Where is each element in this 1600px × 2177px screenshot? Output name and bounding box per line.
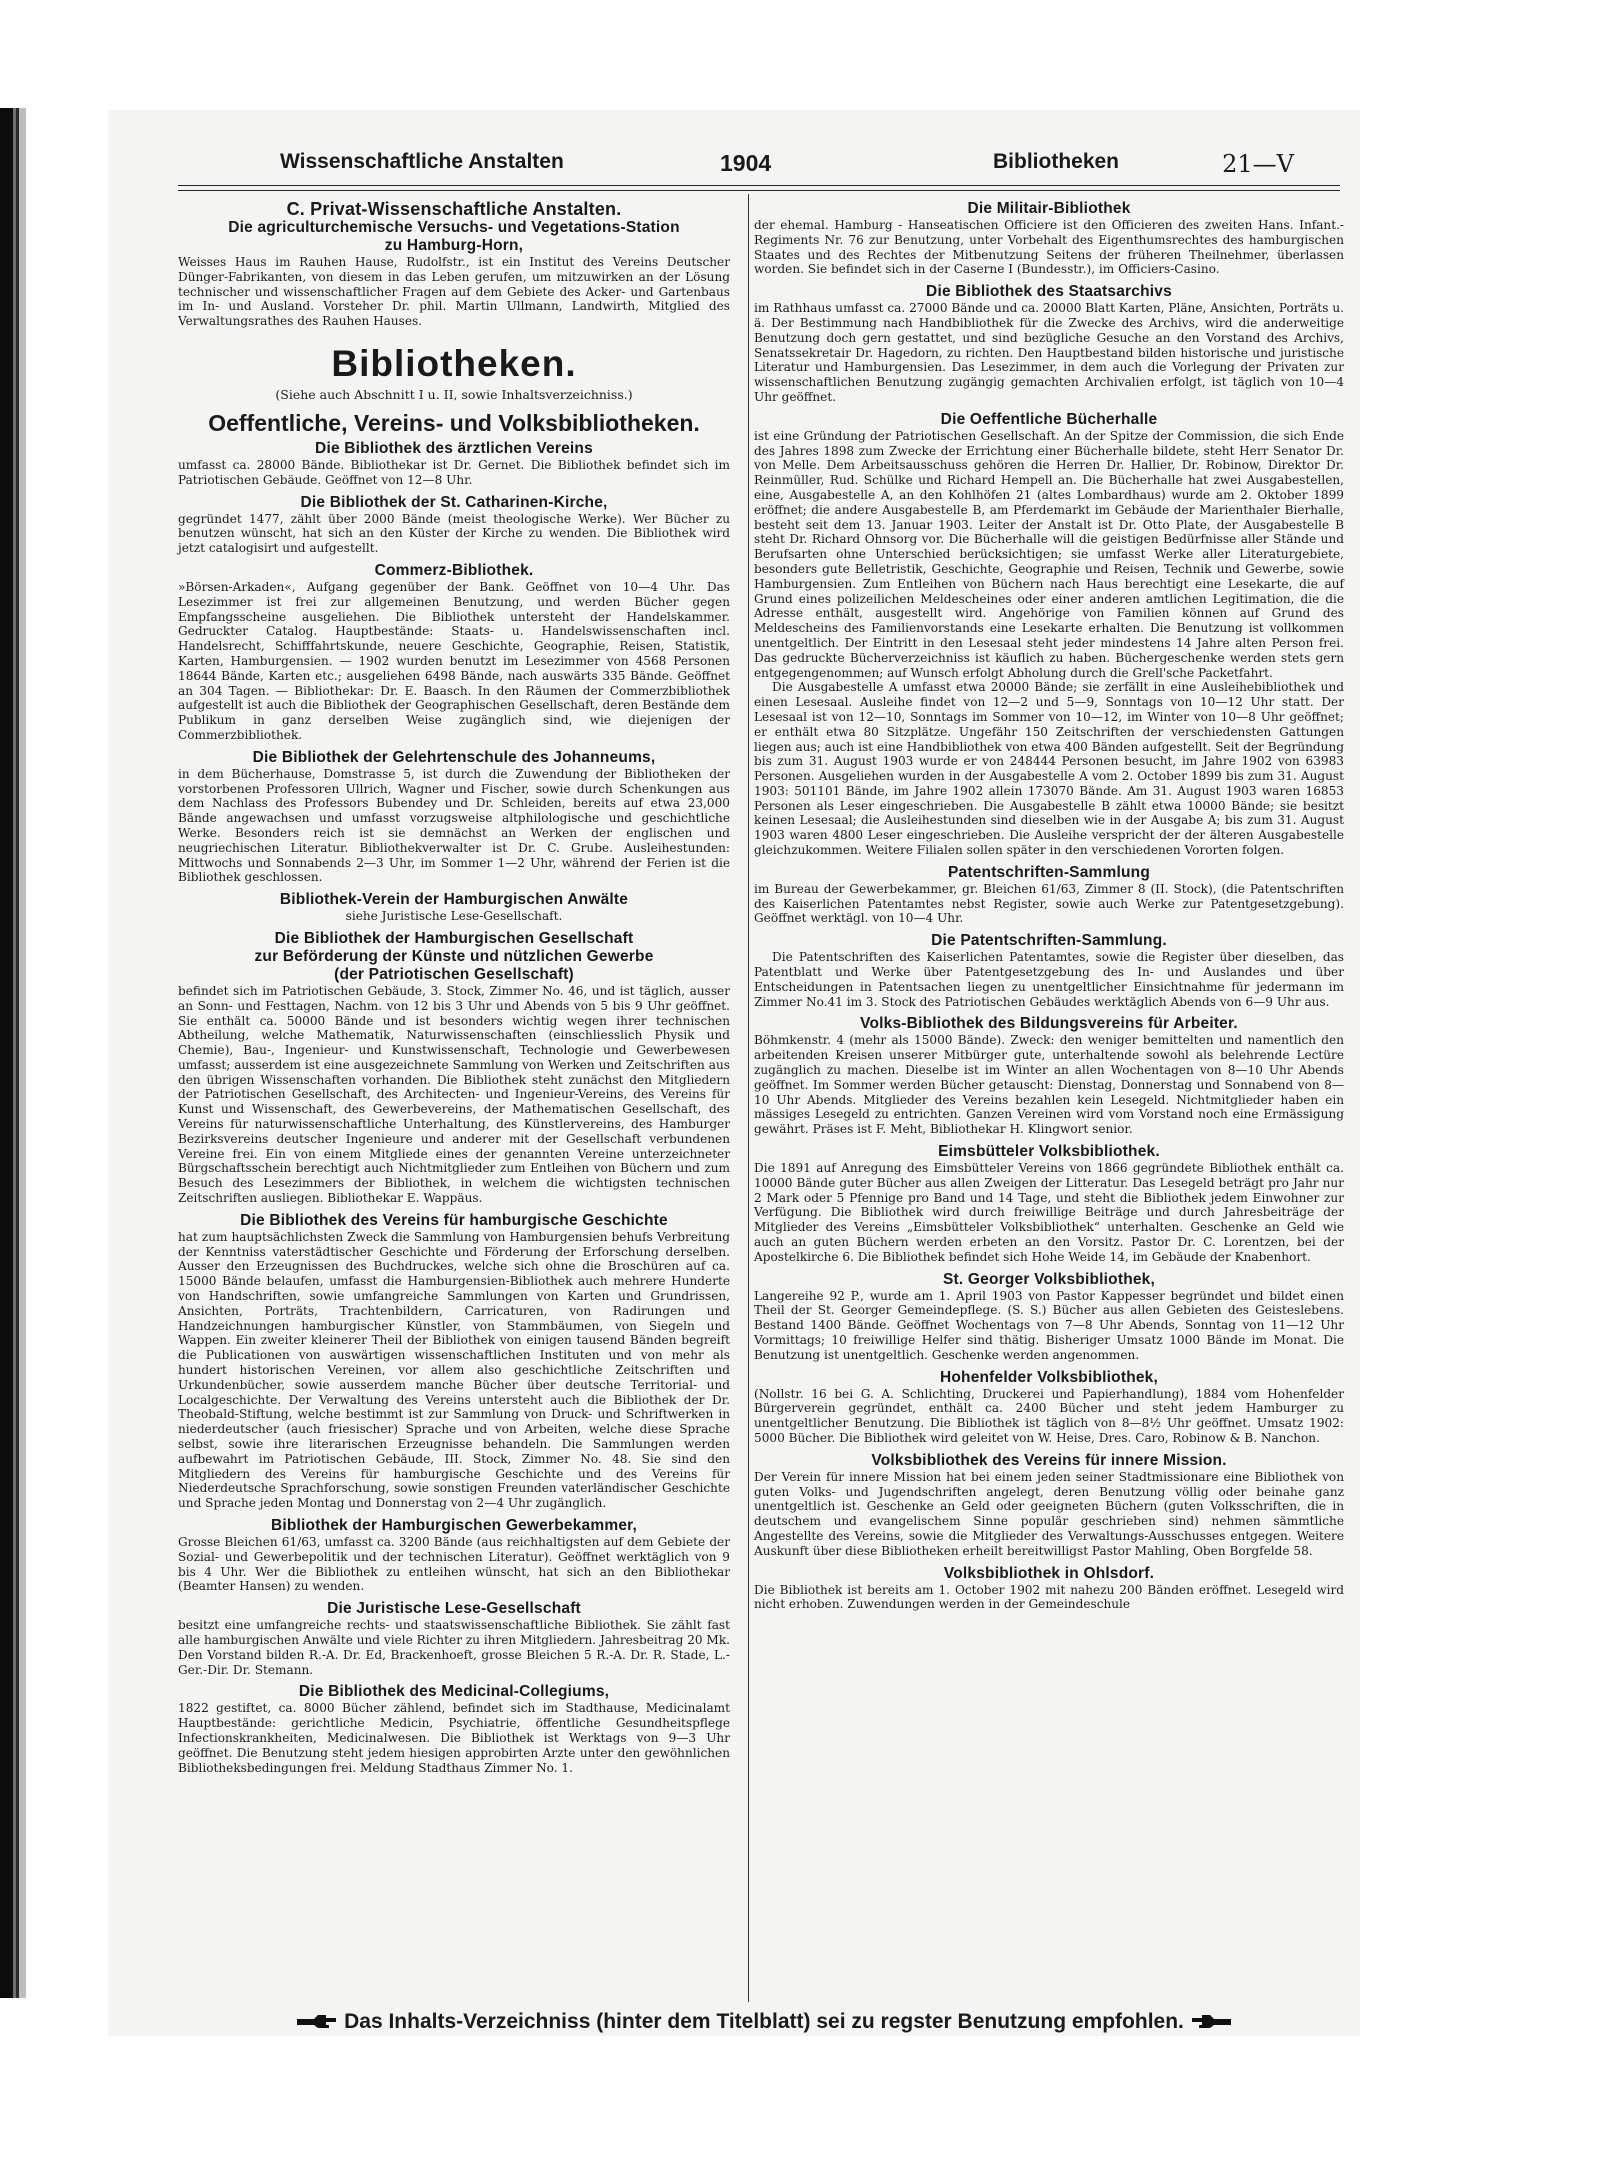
right-column [754, 200, 1344, 1612]
entry-heading: Die Bibliothek des Medicinal-Collegiums, [298, 1683, 610, 1701]
entry-text: Die Patentschriften des Kaiserlichen Patentamtes, sowie die Register über dieselben, das Patentblatt und Werke über Patentgesetzgebung des In- und Auslandes und über Entscheidungen in Patentsachen liegen zu unentgeltlicher Einsichtnahme für jedermann im Zimmer No.41 im 3. Stock des Patriotischen Gebäudes werktäglich Abends von 6—9 Uhr aus. [754, 950, 1344, 1009]
entry-heading: Die agriculturchemische Versuchs- und Vegetations-Station [228, 219, 680, 236]
entry-text: im Rathhaus umfasst ca. 27000 Bände und ca. 20000 Blatt Karten, Pläne, Ansichten, Porträts u. ä. Der Bestimmung nach Handbibliothek für die Zwecke des Archivs, wird die anderweitige Benutzung doch gern gestattet, und sind bezügliche Gesuche an den Vorstand des Archivs, Senatssekretair Dr. Hagedorn, zu richten. Den Hauptbestand bilden historische und juristische Literatur und Hamburgensien. Das Lesezimmer, in dem auch die Vorlegung der Privaten zur wissenschaftlichen Benutzung zugängig gemachten Archivalien erfolgt, ist täglich von 10—4 Uhr geöffnet. [754, 301, 1344, 404]
entry-text: umfasst ca. 28000 Bände. Bibliothekar ist Dr. Gernet. Die Bibliothek befindet sich im Patriotischen Gebäude. Geöffnet von 12—8 Uhr. [178, 457, 730, 487]
entry-text: 1822 gestiftet, ca. 8000 Bücher zählend, befindet sich im Stadthause, Medicinalamt Hauptbestände: gerichtliche Medicin, Psychiatrie, öffentliche Gesundheitspflege Infectionskrankheiten, Medicinalwesen. Die Bibliothek ist Werktags von 9—3 Uhr geöffnet. Die Benutzung steht jedem hiesigen approbirten Arzte unter den gewöhnlichen Bibliotheksbedingungen frei. Meldung Stadthaus Zimmer No. 1. [178, 1701, 730, 1775]
page [108, 110, 1360, 2036]
page-title: Bibliotheken. [331, 342, 577, 384]
entry-text: Grosse Bleichen 61/63, umfasst ca. 3200 Bände (aus reichhaltigsten auf dem Gebiete der Sozial- und Gewerbepolitik und der technischen Literatur). Geöffnet werktäglich von 9 bis 4 Uhr. Wer die Bibliothek zu entleihen wünscht, hat sich an den Bibliothekar (Beamter Hansen) zu wenden. [178, 1535, 730, 1594]
entry-heading: Volksbibliothek des Vereins für innere Mission. [871, 1451, 1227, 1469]
entry-heading: Die Bibliothek der St. Catharinen-Kirche, [300, 493, 608, 511]
entry-heading: Volksbibliothek in Ohlsdorf. [943, 1564, 1155, 1582]
header-rule [178, 190, 1340, 191]
entry-heading: Die Patentschriften-Sammlung. [931, 932, 1167, 950]
entry-heading: Patentschriften-Sammlung [947, 863, 1151, 881]
left-column [178, 200, 730, 1775]
entry-heading: (der Patriotischen Gesellschaft) [334, 965, 574, 983]
entry-heading: Die Bibliothek des Staatsarchivs [926, 283, 1172, 301]
entry-heading: Bibliothek der Hamburgischen Gewerbekammer, [270, 1517, 638, 1534]
entry-text: Böhmkenstr. 4 (mehr als 15000 Bände). Zweck: den weniger bemittelten und namentlich den arbeitenden Kreisen unserer Mitbürger gute, unterhaltende sowohl als belehrende Lectüre zugänglich zu machen. Dieselbe ist im Winter an allen Wochentagen von 8—10 Uhr Abends geöffnet. Im Sommer werden Bücher getauscht: Dienstag, Donnerstag und Sonnabend von 8—10 Uhr Abends. Mitglieder des Vereins bezahlen kein Lesegeld. Nichtmitglieder haben ein mässiges Lesegeld zu entrichten. Ganzen Vereinen wird vom Vorstand noch eine Ermässigung gewährt. Präses ist F. Meht, Bibliothekar H. Klingwort senior. [754, 1033, 1344, 1137]
entry-text: besitzt eine umfangreiche rechts- und staatswissenschaftliche Bibliothek. Sie zählt fast alle hamburgischen Anwälte und viele Richter zu ihren Mitgliedern. Jahresbeitrag 20 Mk. Den Vorstand bilden R.-A. Dr. Ed, Brackenhoeft, grosse Bleichen 5 R.-A. Dr. R. Stade, L.-Ger.-Dir. Dr. Stemann. [178, 1618, 730, 1677]
entry-heading: Die Bibliothek des ärztlichen Vereins [315, 439, 593, 457]
entry-heading: Die Oeffentliche Bücherhalle [940, 410, 1158, 428]
entry-text: siehe Juristische Lese-Gesellschaft. [345, 909, 563, 924]
entry-text: der ehemal. Hamburg - Hanseatischen Officiere ist den Officieren des zweiten Hans. Infant.-Regiments Nr. 76 zur Benutzung, unter Vorbehalt des Eigenthumsrechtes des hamburgischen Staates und des Rechtes der Mitbenutzung Seitens der früheren Theilnehmer, überlassen worden. Sie befindet sich in der Caserne I (Bundesstr.), im Officiers-Casino. [754, 218, 1344, 277]
entry-heading: Die Bibliothek der Gelehrtenschule des Johanneums, [252, 748, 656, 766]
entry-heading: Volks-Bibliothek des Bildungsvereins für Arbeiter. [860, 1015, 1238, 1033]
column-divider [748, 194, 749, 2002]
entry-text: befindet sich im Patriotischen Gebäude, 3. Stock, Zimmer No. 46, und ist täglich, ausser an Sonn- und Festtagen, Nachm. von 12 bis 3 Uhr und Abends von 5 bis 9 Uhr geöffnet. Sie enthält ca. 50000 Bände und ist besonders wichtig wegen ihrer technischen Abtheilung, welche Mathematik, Naturwissenschaften (einschliesslich Physik und Chemie), Bau-, Ingenieur- und Kunstwissenschaft, Technologie und Gewerbewesen umfasst; ausserdem ist eine ausgezeichnete Sammlung von Werken und Zeitschriften aus den übrigen Wissenschaften vorhanden. Die Bibliothek steht zunächst den Mitgliedern der Patriotischen Gesellschaft, des Architecten- und Ingenieur-Vereins, des Vereins für Kunst und Wissenschaft, des Gewerbevereins, der Mathematischen Gesellschaft, des Vereins für naturwissenschaftliche Unterhaltung, des Künstlervereins, des Hamburger Bezirksvereins deutscher Ingenieure und anderer mit der Gesellschaft verbundenen Vereine frei. Ein von einem Mitgliede eines der genannten Vereine unterzeichneter Bürgschaftsschein berechtigt auch Nichtmitglieder zum Entleihen von Büchern und zum Besuch des Lesezimmers der Bibliothek, in welchem die wichtigsten technischen Zeitschriften ausliegen. Bibliothekar E. Wappäus. [178, 983, 730, 1206]
entry-heading: Eimsbütteler Volksbibliothek. [938, 1143, 1160, 1161]
header-rule [178, 185, 1340, 186]
pointing-hand-left-icon [1190, 2013, 1232, 2031]
entry-text: hat zum hauptsächlichsten Zweck die Sammlung von Hamburgensien behufs Verbreitung der Kenntniss vaterstädtischer Geschichte und Förderung der Erforschung derselben. Ausser den Erzeugnissen des Buchdruckes, welche sich ohne die Broschüren auf ca. 15000 Bände belaufen, umfasst die Hamburgensien-Bibliothek auch mehrere Hunderte von Handschriften, sowie umfangreiche Sammlungen von Karten und Grundrissen, Ansichten, Porträts, Trachtenbildern, Carricaturen, von Radirungen und Handzeichnungen hamburgischer Künstler, von Stammbäumen, von Siegeln und Wappen. Ein zweiter kleinerer Theil der Bibliothek von einigen tausend Bänden begreift die Publicationen von auswärtigen wissenschaftlichen Instituten und von mehr als hundert historischen Vereinen, vor allem also geschichtliche Zeitschriften und Urkundenbücher, sowie ausserdem manche Bücher über deutsche Territorial- und Localgeschichte. Der Verwaltung des Vereins untersteht auch die Bibliothek der Dr. Theobald-Stiftung, welche bestimmt ist zur Sammlung von Druck- und Schriftwerken in niederdeutscher (auch friesischer) Sprache und von Arbeiten, welche diese Sprache selbst, sowie ihre literarischen Erzeugnisse behandeln. Die Sammlungen werden aufbewahrt im Patriotischen Gebäude, III. Stock, Zimmer No. 48. Sie sind den Mitgliedern des Vereins für hamburgische Geschichte und des Vereins für Niederdeutsche Sprachforschung, sowie sonstigen Freunden vaterländischer Geschichte und Sprache jeden Montag und Donnerstag von 2—4 Uhr zugänglich. [178, 1229, 730, 1511]
running-header [108, 150, 1360, 184]
entry-text: Langereihe 92 P., wurde am 1. April 1903 von Pastor Kappesser begründet und bildet einen Theil der St. Georger Gemeindepflege. (S. S.) Bücher aus allen Gebieten des Geisteslebens. Bestand 1400 Bände. Geöffnet Wochentags von 7—8 Uhr Abends, Sonntag von 11—12 Uhr Vormittags; 10 freiwillige Helfer sind thätig. Bisheriger Umsatz 1000 Bände im Monat. Die Benutzung ist unentgeltlich. Geschenke werden angenommen. [754, 1288, 1344, 1362]
entry-heading: Hohenfelder Volksbibliothek, [939, 1368, 1159, 1386]
header-topic: Bibliotheken [993, 150, 1120, 173]
entry-text: (Nollstr. 16 bei G. A. Schlichting, Druckerei und Papierhandlung), 1884 vom Hohenfelder Bürgerverein gegründet, enthält ca. 2400 Bücher und steht jedem Hamburger zu unentgeltlicher Benutzung. Die Bibliothek ist täglich von 8—8½ Uhr geöffnet. Umsatz 1902: 5000 Bücher. Die Bibliothek wird geleitet von W. Heise, Dres. Caro, Robinow & B. Nanchon. [754, 1386, 1344, 1445]
entry-heading: Bibliothek-Verein der Hamburgischen Anwälte [279, 891, 629, 909]
entry-text: ist eine Gründung der Patriotischen Gesellschaft. An der Spitze der Commission, die sich Ende des Jahres 1898 zum Zwecke der Errichtung einer Bücherhalle bildete, steht Herr Senator Dr. von Melle. Dem Arbeitsausschuss gehören die Herren Dr. Hallier, Dr. Robinow, Direktor Dr. Reinmüller, Rud. Schülke und Richard Hempell an. Die Bücherhalle hat zwei Ausgabestellen, eine, Ausgabestelle A, an den Kohlhöfen 21 (altes Lombardhaus) wurde am 2. Oktober 1899 eröffnet; die andere Ausgabestelle B, am Pferdemarkt im Gebäude der Marienthaler Bierhalle, besteht seit dem 13. Januar 1903. Leiter der Anstalt ist Dr. Otto Plate, der Ausgabestelle B steht Dr. Richard Ohnsorg vor. Die Bücherhalle will die geistigen Bedürfnisse aller Stände und Berufsarten ohne Unterschied berücksichtigen; sie umfasst Werke aller Literaturgebiete, besonders gute Belletristik, Geschichte, Geographie und Reisen, Technik und Gewerbe, sowie Hamburgensien. Zum Entleihen von Büchern nach Haus berechtigt eine Lesekarte, die auf Grund eines polizeilichen Meldescheines oder einer anderen amtlichen Legitimation, die die Adresse enthält, ausgestellt wird. Angehörige von Familien können auf Grund des Meldescheins des Familienvorstands eine Lesekarte erhalten. Die Benutzung ist vollkommen unentgeltlich. Der Eintritt in den Lesesaal steht jeder mindestens 14 Jahre alten Person frei. Das gedruckte Bücherverzeichniss ist käuflich zu haben. Büchergeschenke werden stets gern entgegengenommen; auf Wunsch erfolgt Abholung durch die Grell'sche Packetfahrt. [754, 428, 1344, 680]
footer-text: Das Inhalts-Verzeichniss (hinter dem Titelblatt) sei zu regster Benutzung empfohlen. [344, 2010, 1184, 2033]
entry-text: »Börsen-Arkaden«, Aufgang gegenüber der Bank. Geöffnet von 10—4 Uhr. Das Lesezimmer ist frei zur allgemeinen Benutzung, und werden Bücher gegen Empfangsscheine ausgeliehen. Die Bibliothek untersteht der Handelskammer. Gedruckter Catalog. Hauptbestände: Staats- u. Handelswissenschaften incl. Handelsrecht, Schifffahrtskunde, neuere Geschichte, Geographie, Reisen, Statistik, Karten, Hamburgensien. — 1902 wurden benutzt im Lesezimmer von 4568 Personen 18644 Bände, Karten etc.; ausgeliehen 6498 Bände, nach auswärts 335 Bände. Geöffnet an 304 Tagen. — Bibliothekar: Dr. E. Baasch. In den Räumen der Commerzbibliothek aufgestellt ist auch die Bibliothek der Geographischen Gesellschaft, deren Bestände dem Publikum in ganz derselben Weise zugänglich sind, wie diejenigen der Commerzbibliothek. [178, 579, 730, 742]
entry-text: Die Ausgabestelle A umfasst etwa 20000 Bände; sie zerfällt in eine Ausleihebibliothek und einen Lesesaal. Ausleihe findet von 12—2 und 5—9, Sonntags von 10—12 Uhr statt. Der Lesesaal ist von 12—10, Sonntags im Sommer von 10—12, im Winter von 10—8 Uhr geöffnet; er enthält etwa 80 Sitzplätze. Ungefähr 150 Zeitschriften der verschiedensten Gattungen liegen aus; auch ist eine Handbibliothek von etwa 400 Bänden aufgestellt. Seit der Begründung bis zum 31. August 1903 wurde er von 248444 Personen besucht, im Jahre 1902 von 63983 Personen. Ausgeliehen wurden in der Ausgabestelle A vom 2. October 1899 bis zum 31. August 1903: 501101 Bände, im Jahre 1902 allein 173070 Bände. Am 31. August 1903 waren 16853 Personen als Leser eingeschrieben. Die Ausgabestelle B zählt etwa 10000 Bände; sie besitzt keinen Lesesaal; die Ausleihestunden sind dieselben wie in der Ausgabe A; bis zum 31. August 1903 waren 4800 Leser eingeschrieben. Die Ausleihe verspricht der der älteren Ausgabestelle gleichzukommen. Weitere Filialen sollen später in den verschiedenen Vororten folgen. [754, 680, 1344, 858]
entry-text: gegründet 1477, zählt über 2000 Bände (meist theologische Werke). Wer Bücher zu benutzen wünscht, hat sich an den Küster der Kirche zu wenden. Die Bibliothek wird jetzt catalogisirt und aufgestellt. [178, 511, 730, 556]
entry-heading: Commerz-Bibliothek. [374, 561, 534, 579]
section-heading: Oeffentliche, Vereins- und Volksbibliotheken. [208, 409, 700, 436]
entry-heading: Die Bibliothek des Vereins für hamburgische Geschichte [240, 1211, 668, 1229]
header-section: Wissenschaftliche Anstalten [280, 150, 564, 173]
page-number: 21—V [1222, 150, 1294, 178]
entry-text: im Bureau der Gewerbekammer, gr. Bleichen 61/63, Zimmer 8 (II. Stock), (die Patentschriften des Kaiserlichen Patentamtes nebst Register, sowie auch Werke zur Patentgesetzgebung). Geöffnet werktägl. von 10—4 Uhr. [754, 881, 1344, 926]
entry-heading: Die Juristische Lese-Gesellschaft [327, 1600, 581, 1618]
pointing-hand-right-icon [296, 2013, 338, 2031]
section-heading: C. Privat-Wissenschaftliche Anstalten. [286, 199, 622, 219]
entry-heading: zur Beförderung der Künste und nützlichen Gewerbe [254, 947, 654, 965]
entry-heading: Die Militair-Bibliothek [967, 200, 1131, 217]
entry-heading: Die Bibliothek der Hamburgischen Gesellschaft [274, 929, 634, 947]
scan-binding-edge [0, 108, 26, 1998]
entry-text: in dem Bücherhause, Domstrasse 5, ist durch die Zuwendung der Bibliotheken der vorstorbenen Professoren Ullrich, Wagner und Fischer, sowie durch Schenkungen aus dem Nachlass des Professors Bubendey und Dr. Schleiden, bereits auf etwa 23,000 Bände angewachsen und umfasst vorzugsweise altphilologische und geschichtliche Werke. Besonders reich ist sie demnächst an Werken der englischen und neugriechischen Literatur. Bibliothekverwalter ist Dr. C. Grube. Ausleihestunden: Mittwochs und Sonnabends 2—3 Uhr, im Sommer 1—2 Uhr, während der Ferien ist die Bibliothek geschlossen. [178, 766, 730, 885]
cross-reference-note: (Siehe auch Abschnitt I u. II, sowie Inhaltsverzeichniss.) [275, 386, 633, 402]
entry-text: Der Verein für innere Mission hat bei einem jeden seiner Stadtmissionare eine Bibliothek von guten Volks- und Jugendschriften angelegt, deren Benutzung völlig oder beinahe ganz unentgeltlich ist. Geschenke an Geld oder geeigneten Büchern (guten Volksschriften, die in deutschem und evangelischem Sinne populär geschrieben sind) nehmen sämmtliche Angestellte des Vereins, sowie die Mitglieder des Verwaltungs-Ausschusses entgegen. Weitere Auskunft über diese Bibliotheken erheilt bereitwilligst Pastor Mahling, Oben Borgfelde 58. [754, 1469, 1344, 1558]
entry-heading: St. Georger Volksbibliothek, [942, 1270, 1156, 1288]
header-year: 1904 [720, 150, 772, 176]
entry-text: Weisses Haus im Rauhen Hause, Rudolfstr., ist ein Institut des Vereins Deutscher Dünger-Fabrikanten, von diesem in das Leben gerufen, um mitzuwirken an der Lösung technischer und wissenschaftlicher Fragen auf dem Gebiete des Acker- und Gartenbaus im In- und Ausland. Vorsteher Dr. phil. Martin Ullmann, Landwirth, Mitglied des Verwaltungsrathes des Rauhen Hauses. [178, 255, 730, 329]
entry-heading: zu Hamburg-Horn, [384, 237, 524, 254]
entry-text: Die Bibliothek ist bereits am 1. October 1902 mit nahezu 200 Bänden eröffnet. Lesegeld wird nicht erhoben. Zuwendungen werden in der Gemeindeschule [754, 1582, 1344, 1612]
entry-text: Die 1891 auf Anregung des Eimsbütteler Vereins von 1866 gegründete Bibliothek enthält ca. 10000 Bände guter Bücher aus allen Zweigen der Litteratur. Das Lesegeld beträgt pro Jahr nur 2 Mark oder 5 Pfennige pro Band und 14 Tage, und steht die Bibliothek jedem Einwohner zur Verfügung. Die Bibliothek wird durch freiwillige Beiträge und durch Jahresbeiträge der Mitglieder des Vereins „Eimsbütteler Volksbibliothek“ unterhalten. Geschenke an Geld wie auch an guten Büchern werden erbeten an den Vorsitz. Pastor Dr. C. Lorentzen, bei der Apostelkirche 6. Die Bibliothek befindet sich Hohe Weide 14, im Gebäude der Knabenhort. [754, 1161, 1344, 1264]
footer-notice [198, 2010, 1330, 2034]
